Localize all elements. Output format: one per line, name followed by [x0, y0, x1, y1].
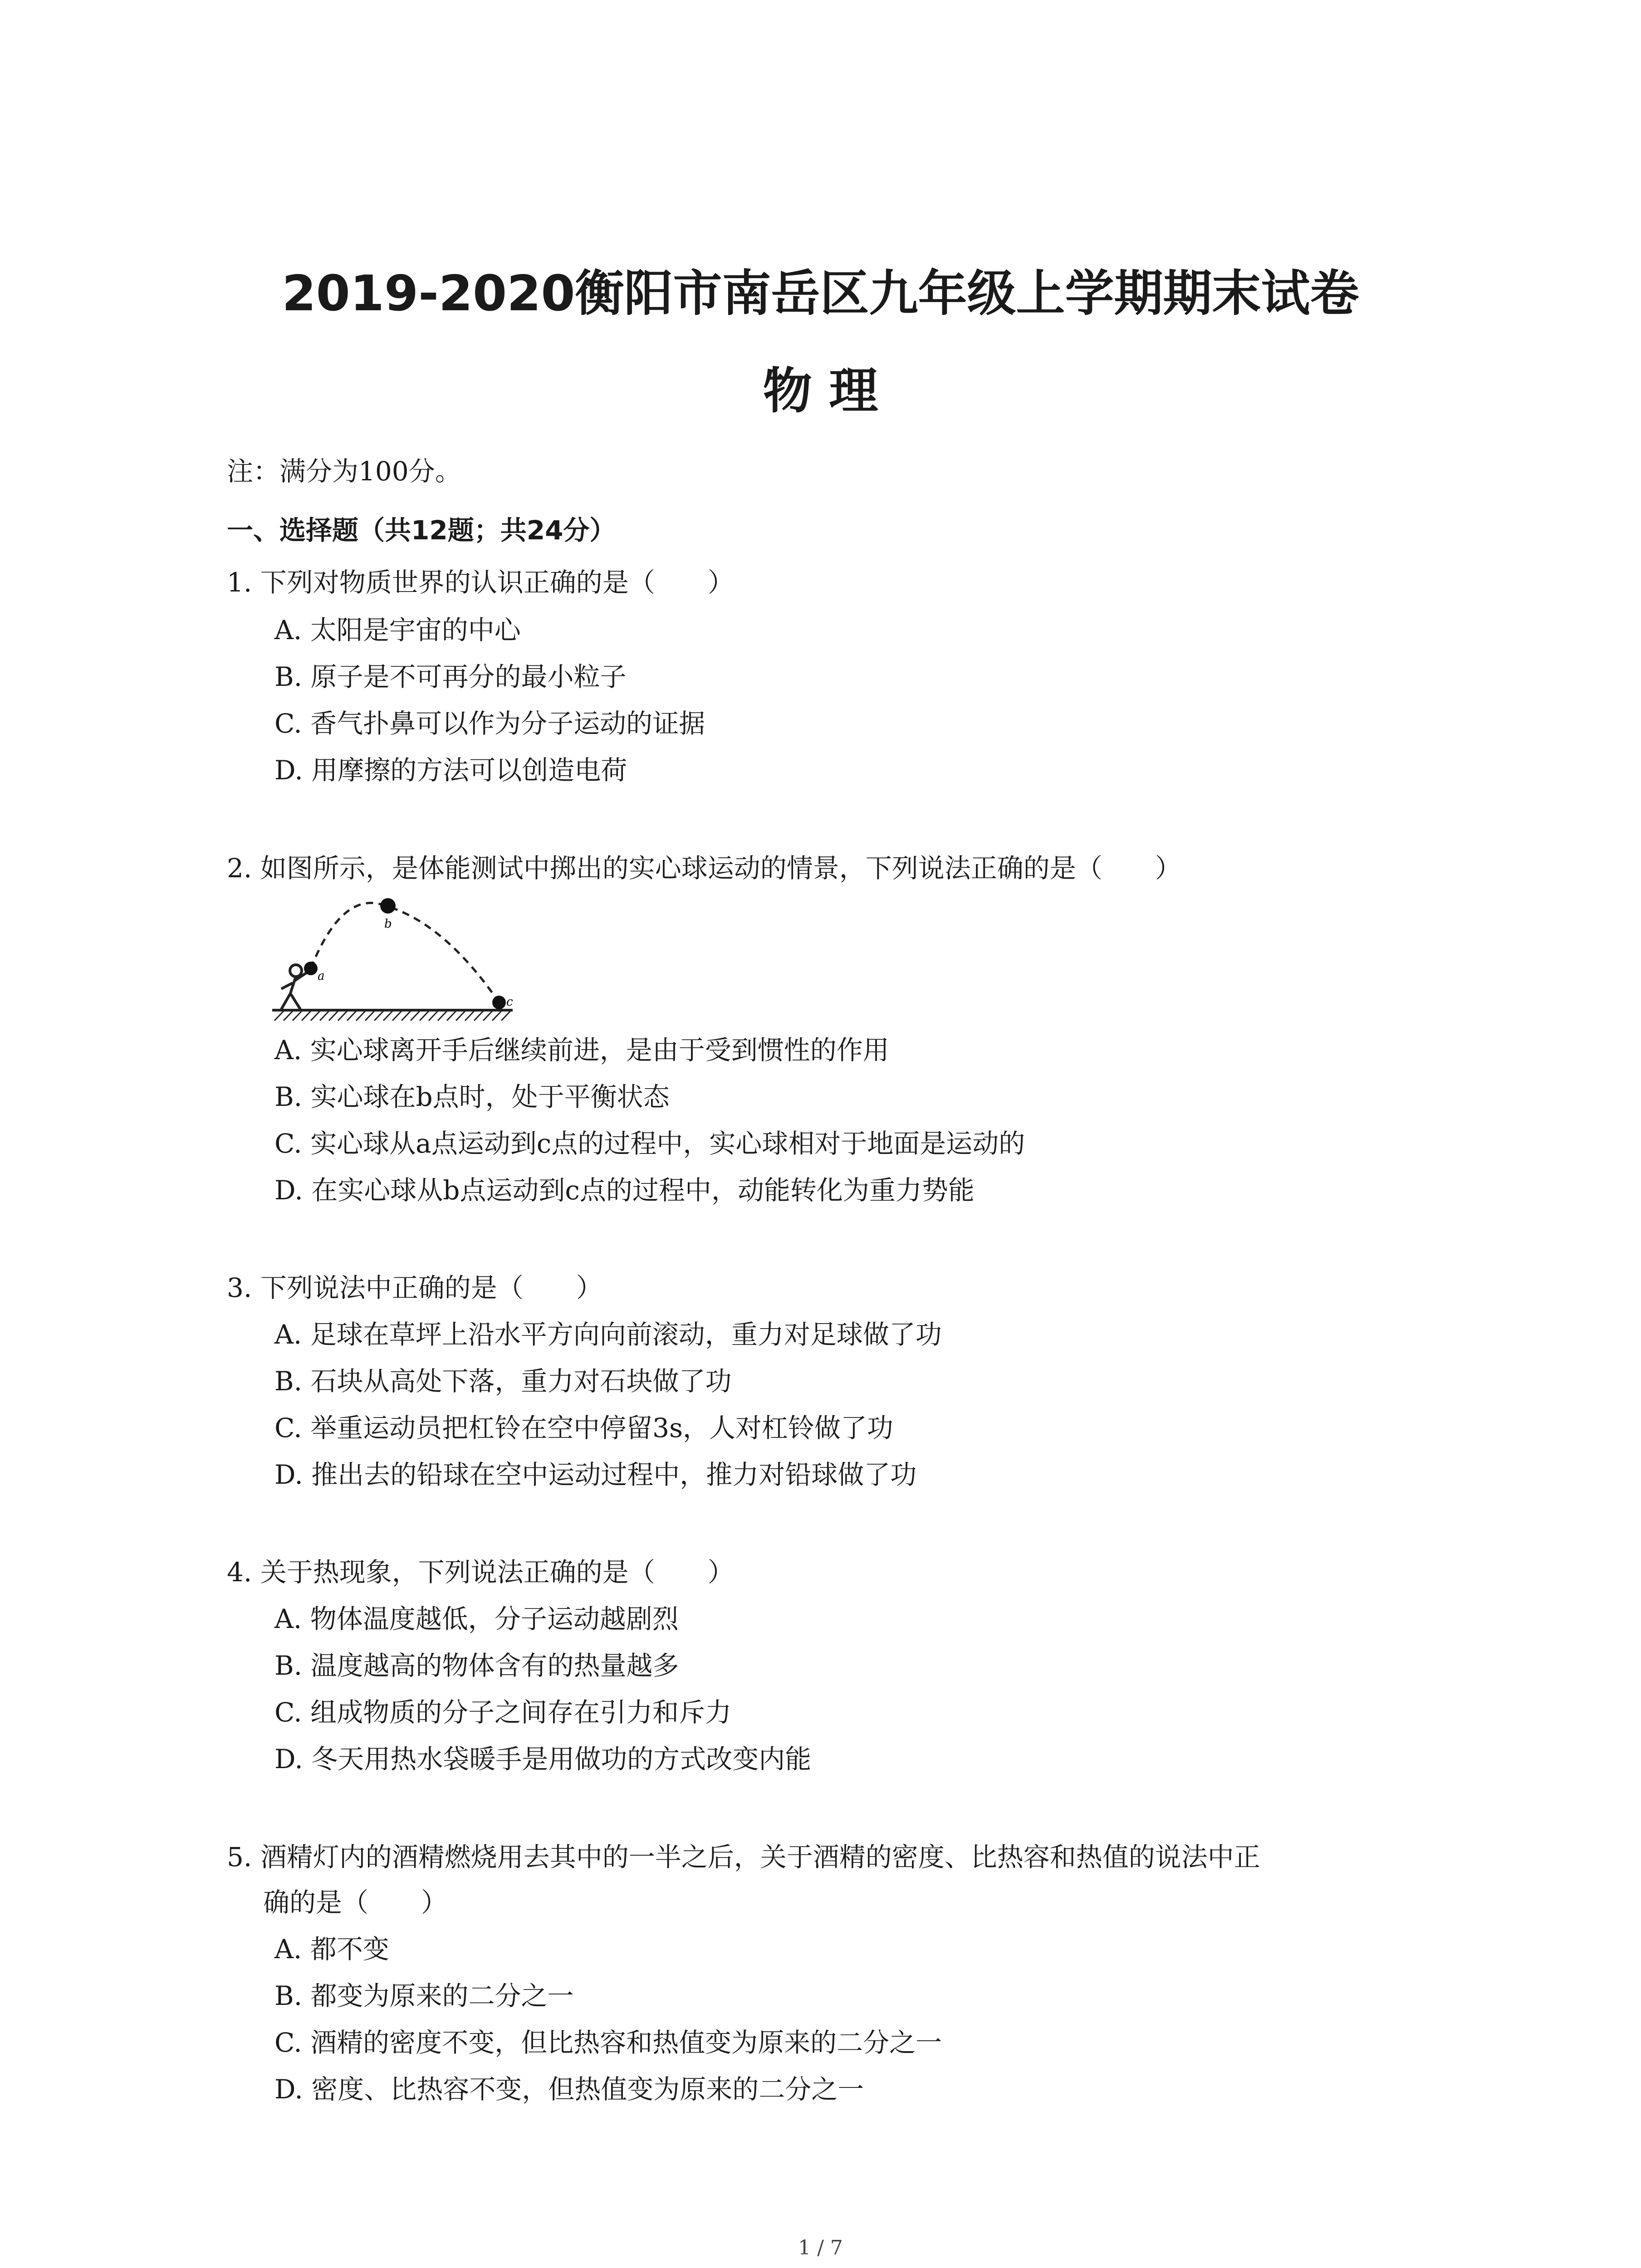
ball-at-b: [380, 898, 396, 914]
question-2-option-d: D. 在实心球从b点运动到c点的过程中，动能转化为重力势能: [274, 1175, 975, 1206]
subject-title: 物 理: [763, 363, 878, 420]
thrower-figure: [281, 965, 308, 1009]
section-heading: 一、选择题（共12题；共24分）: [227, 515, 616, 546]
exam-note: 注：满分为100分。: [227, 456, 461, 487]
question-1-option-c: C. 香气扑鼻可以作为分子运动的证据: [274, 708, 705, 739]
question-2-option-b: B. 实心球在b点时，处于平衡状态: [274, 1081, 670, 1112]
label-b: b: [384, 917, 392, 931]
question-4-option-d: D. 冬天用热水袋暖手是用做功的方式改变内能: [274, 1744, 812, 1774]
question-5-stem-continuation: 确的是（ ）: [263, 1887, 448, 1918]
label-c: c: [506, 995, 513, 1009]
question-3-option-a: A. 足球在草坪上沿水平方向向前滚动，重力对足球做了功: [274, 1319, 942, 1350]
question-1-stem: 1. 下列对物质世界的认识正确的是（ ）: [227, 567, 734, 598]
question-1-option-a: A. 太阳是宇宙的中心: [274, 615, 521, 645]
question-2-option-c: C. 实心球从a点运动到c点的过程中，实心球相对于地面是运动的: [274, 1128, 1025, 1159]
question-5-option-d: D. 密度、比热容不变，但热值变为原来的二分之一: [274, 2074, 864, 2105]
question-1-option-d: D. 用摩擦的方法可以创造电荷: [274, 755, 627, 786]
question-4-stem: 4. 关于热现象，下列说法正确的是（ ）: [227, 1557, 734, 1588]
question-2-option-a: A. 实心球离开手后继续前进，是由于受到惯性的作用: [274, 1035, 889, 1066]
trajectory-path: [311, 903, 499, 1002]
ground-hatching: [274, 1011, 510, 1021]
ball-at-a: [304, 962, 318, 975]
question-3-stem: 3. 下列说法中正确的是（ ）: [227, 1272, 603, 1303]
question-5-option-c: C. 酒精的密度不变，但比热容和热值变为原来的二分之一: [274, 2027, 942, 2058]
question-2-stem: 2. 如图所示，是体能测试中掷出的实心球运动的情景，下列说法正确的是（ ）: [227, 853, 1181, 884]
question-1-option-b: B. 原子是不可再分的最小粒子: [274, 661, 627, 692]
exam-title: 2019-2020衡阳市南岳区九年级上学期期末试卷: [282, 265, 1359, 322]
question-4-option-c: C. 组成物质的分子之间存在引力和斥力: [274, 1697, 732, 1728]
question-3-option-b: B. 石块从高处下落，重力对石块做了功: [274, 1366, 732, 1397]
question-5-option-b: B. 都变为原来的二分之一: [274, 1980, 574, 2011]
question-4-option-b: B. 温度越高的物体含有的热量越多: [274, 1650, 679, 1681]
question-4-option-a: A. 物体温度越低，分子运动越剧烈: [274, 1603, 679, 1634]
label-a: a: [318, 969, 325, 983]
shot-put-trajectory-figure: [268, 896, 522, 1027]
question-3-option-d: D. 推出去的铅球在空中运动过程中，推力对铅球做了功: [274, 1459, 917, 1490]
question-5-stem: 5. 酒精灯内的酒精燃烧用去其中的一半之后，关于酒精的密度、比热容和热值的说法中正: [227, 1842, 1260, 1872]
question-3-option-c: C. 举重运动员把杠铃在空中停留3s，人对杠铃做了功: [274, 1413, 893, 1443]
ball-at-c: [492, 996, 506, 1009]
question-5-option-a: A. 都不变: [274, 1934, 389, 1965]
page-number: 1 / 7: [798, 2236, 843, 2259]
